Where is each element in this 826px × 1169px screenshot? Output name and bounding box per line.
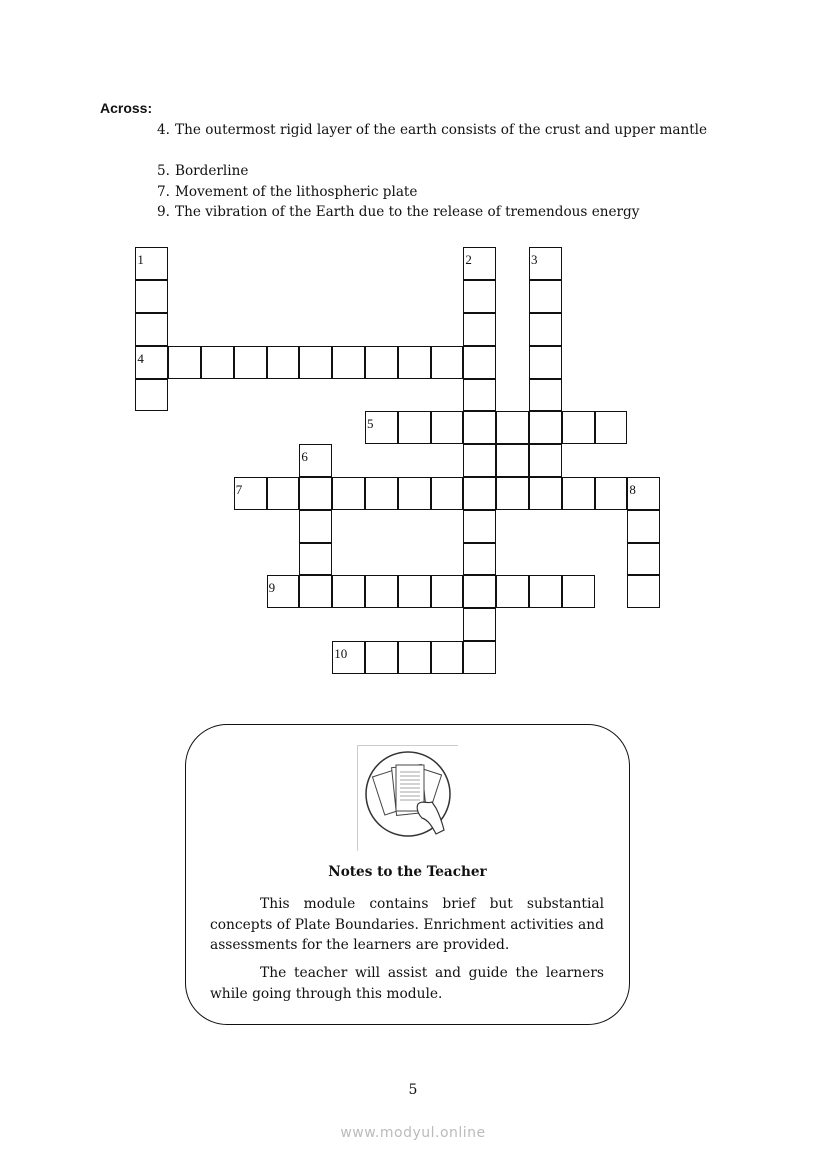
clue-text: Borderline	[175, 163, 249, 179]
clue-number: 4.	[157, 122, 170, 138]
crossword-cell[interactable]	[529, 477, 562, 510]
crossword-cell[interactable]	[365, 575, 398, 608]
cell-number: 1	[137, 252, 144, 268]
crossword-cell[interactable]	[463, 477, 496, 510]
crossword-cell[interactable]	[496, 444, 529, 477]
crossword-cell[interactable]	[431, 346, 464, 379]
crossword-cell[interactable]	[135, 313, 168, 346]
papers-in-hand-icon	[357, 745, 458, 851]
crossword-cell[interactable]	[463, 444, 496, 477]
crossword-cell[interactable]	[299, 477, 332, 510]
crossword-cell[interactable]	[562, 477, 595, 510]
crossword-cell[interactable]	[365, 346, 398, 379]
crossword-cell[interactable]	[431, 477, 464, 510]
crossword-cell[interactable]	[627, 543, 660, 576]
clue-text: The outermost rigid layer of the earth consists of the crust and upper mantle	[175, 122, 708, 138]
crossword-cell[interactable]	[365, 411, 398, 444]
crossword-cell[interactable]	[529, 444, 562, 477]
crossword-cell[interactable]	[234, 346, 267, 379]
crossword-cell[interactable]	[627, 510, 660, 543]
crossword-cell[interactable]	[463, 313, 496, 346]
crossword-cell[interactable]	[627, 477, 660, 510]
crossword-cell[interactable]	[627, 575, 660, 608]
crossword-cell[interactable]	[398, 411, 431, 444]
crossword-cell[interactable]	[529, 575, 562, 608]
crossword-cell[interactable]	[299, 510, 332, 543]
crossword-cell[interactable]	[529, 379, 562, 412]
crossword-cell[interactable]	[135, 247, 168, 280]
notes-paragraph: The teacher will assist and guide the learners while going through this module.	[210, 965, 604, 1002]
clue-text: The vibration of the Earth due to the release of tremendous energy	[175, 204, 640, 220]
page-number: 5	[408, 1082, 418, 1098]
crossword-cell[interactable]	[332, 641, 365, 674]
crossword-cell[interactable]	[463, 510, 496, 543]
crossword-cell[interactable]	[201, 346, 234, 379]
crossword-cell[interactable]	[398, 346, 431, 379]
crossword-cell[interactable]	[529, 247, 562, 280]
cell-number: 6	[301, 449, 308, 465]
across-heading: Across:	[100, 100, 153, 116]
crossword-cell[interactable]	[299, 543, 332, 576]
crossword-cell[interactable]	[398, 641, 431, 674]
crossword-cell[interactable]	[463, 608, 496, 641]
crossword-cell[interactable]	[463, 543, 496, 576]
crossword-cell[interactable]	[529, 313, 562, 346]
crossword-cell[interactable]	[463, 641, 496, 674]
clue-number: 9.	[157, 204, 170, 220]
crossword-cell[interactable]	[463, 575, 496, 608]
crossword-cell[interactable]	[595, 477, 628, 510]
crossword-cell[interactable]	[267, 346, 300, 379]
crossword-cell[interactable]	[463, 346, 496, 379]
crossword-cell[interactable]	[431, 411, 464, 444]
crossword-cell[interactable]	[135, 379, 168, 412]
watermark: www.modyul.online	[340, 1125, 486, 1141]
crossword-cell[interactable]	[431, 641, 464, 674]
crossword-cell[interactable]	[234, 477, 267, 510]
clue-number: 5.	[157, 163, 170, 179]
crossword-cell[interactable]	[267, 575, 300, 608]
crossword-cell[interactable]	[496, 575, 529, 608]
crossword-cell[interactable]	[431, 575, 464, 608]
crossword-cell[interactable]	[562, 575, 595, 608]
crossword-cell[interactable]	[299, 444, 332, 477]
crossword-cell[interactable]	[496, 411, 529, 444]
crossword-cell[interactable]	[299, 575, 332, 608]
cell-number: 10	[334, 646, 348, 661]
crossword-cell[interactable]	[365, 477, 398, 510]
cell-number: 7	[235, 482, 243, 497]
crossword-cell[interactable]	[529, 280, 562, 313]
crossword-cell[interactable]	[168, 346, 201, 379]
notes-paragraph: This module contains brief but substantial concepts of Plate Boundaries. Enrichment activities and assessments for the learners are provided.	[210, 896, 604, 953]
crossword-cell[interactable]	[398, 477, 431, 510]
crossword-cell[interactable]	[463, 379, 496, 412]
crossword-cell[interactable]	[299, 346, 332, 379]
crossword-cell[interactable]	[267, 477, 300, 510]
notes-title: Notes to the Teacher	[328, 864, 487, 880]
crossword-cell[interactable]	[398, 575, 431, 608]
crossword-cell[interactable]	[135, 346, 168, 379]
crossword-cell[interactable]	[529, 411, 562, 444]
cell-number: 5	[367, 416, 374, 432]
crossword-cell[interactable]	[332, 477, 365, 510]
crossword-cell[interactable]	[529, 346, 562, 379]
crossword-cell[interactable]	[463, 280, 496, 313]
crossword-cell[interactable]	[332, 346, 365, 379]
clue-text: Movement of the lithospheric plate	[175, 183, 418, 200]
cell-number: 9	[268, 580, 276, 596]
crossword-cell[interactable]	[595, 411, 628, 444]
clue-number: 7.	[157, 183, 170, 200]
crossword-cell[interactable]	[135, 280, 168, 313]
crossword-cell[interactable]	[365, 641, 398, 674]
cell-number: 3	[531, 252, 538, 268]
crossword-cell[interactable]	[463, 411, 496, 444]
cell-number: 2	[465, 252, 472, 268]
crossword-cell[interactable]	[463, 247, 496, 280]
crossword-cell[interactable]	[332, 575, 365, 608]
cell-number: 8	[629, 482, 636, 497]
crossword-cell[interactable]	[562, 411, 595, 444]
crossword-cell[interactable]	[496, 477, 529, 510]
cell-number: 4	[137, 350, 144, 366]
